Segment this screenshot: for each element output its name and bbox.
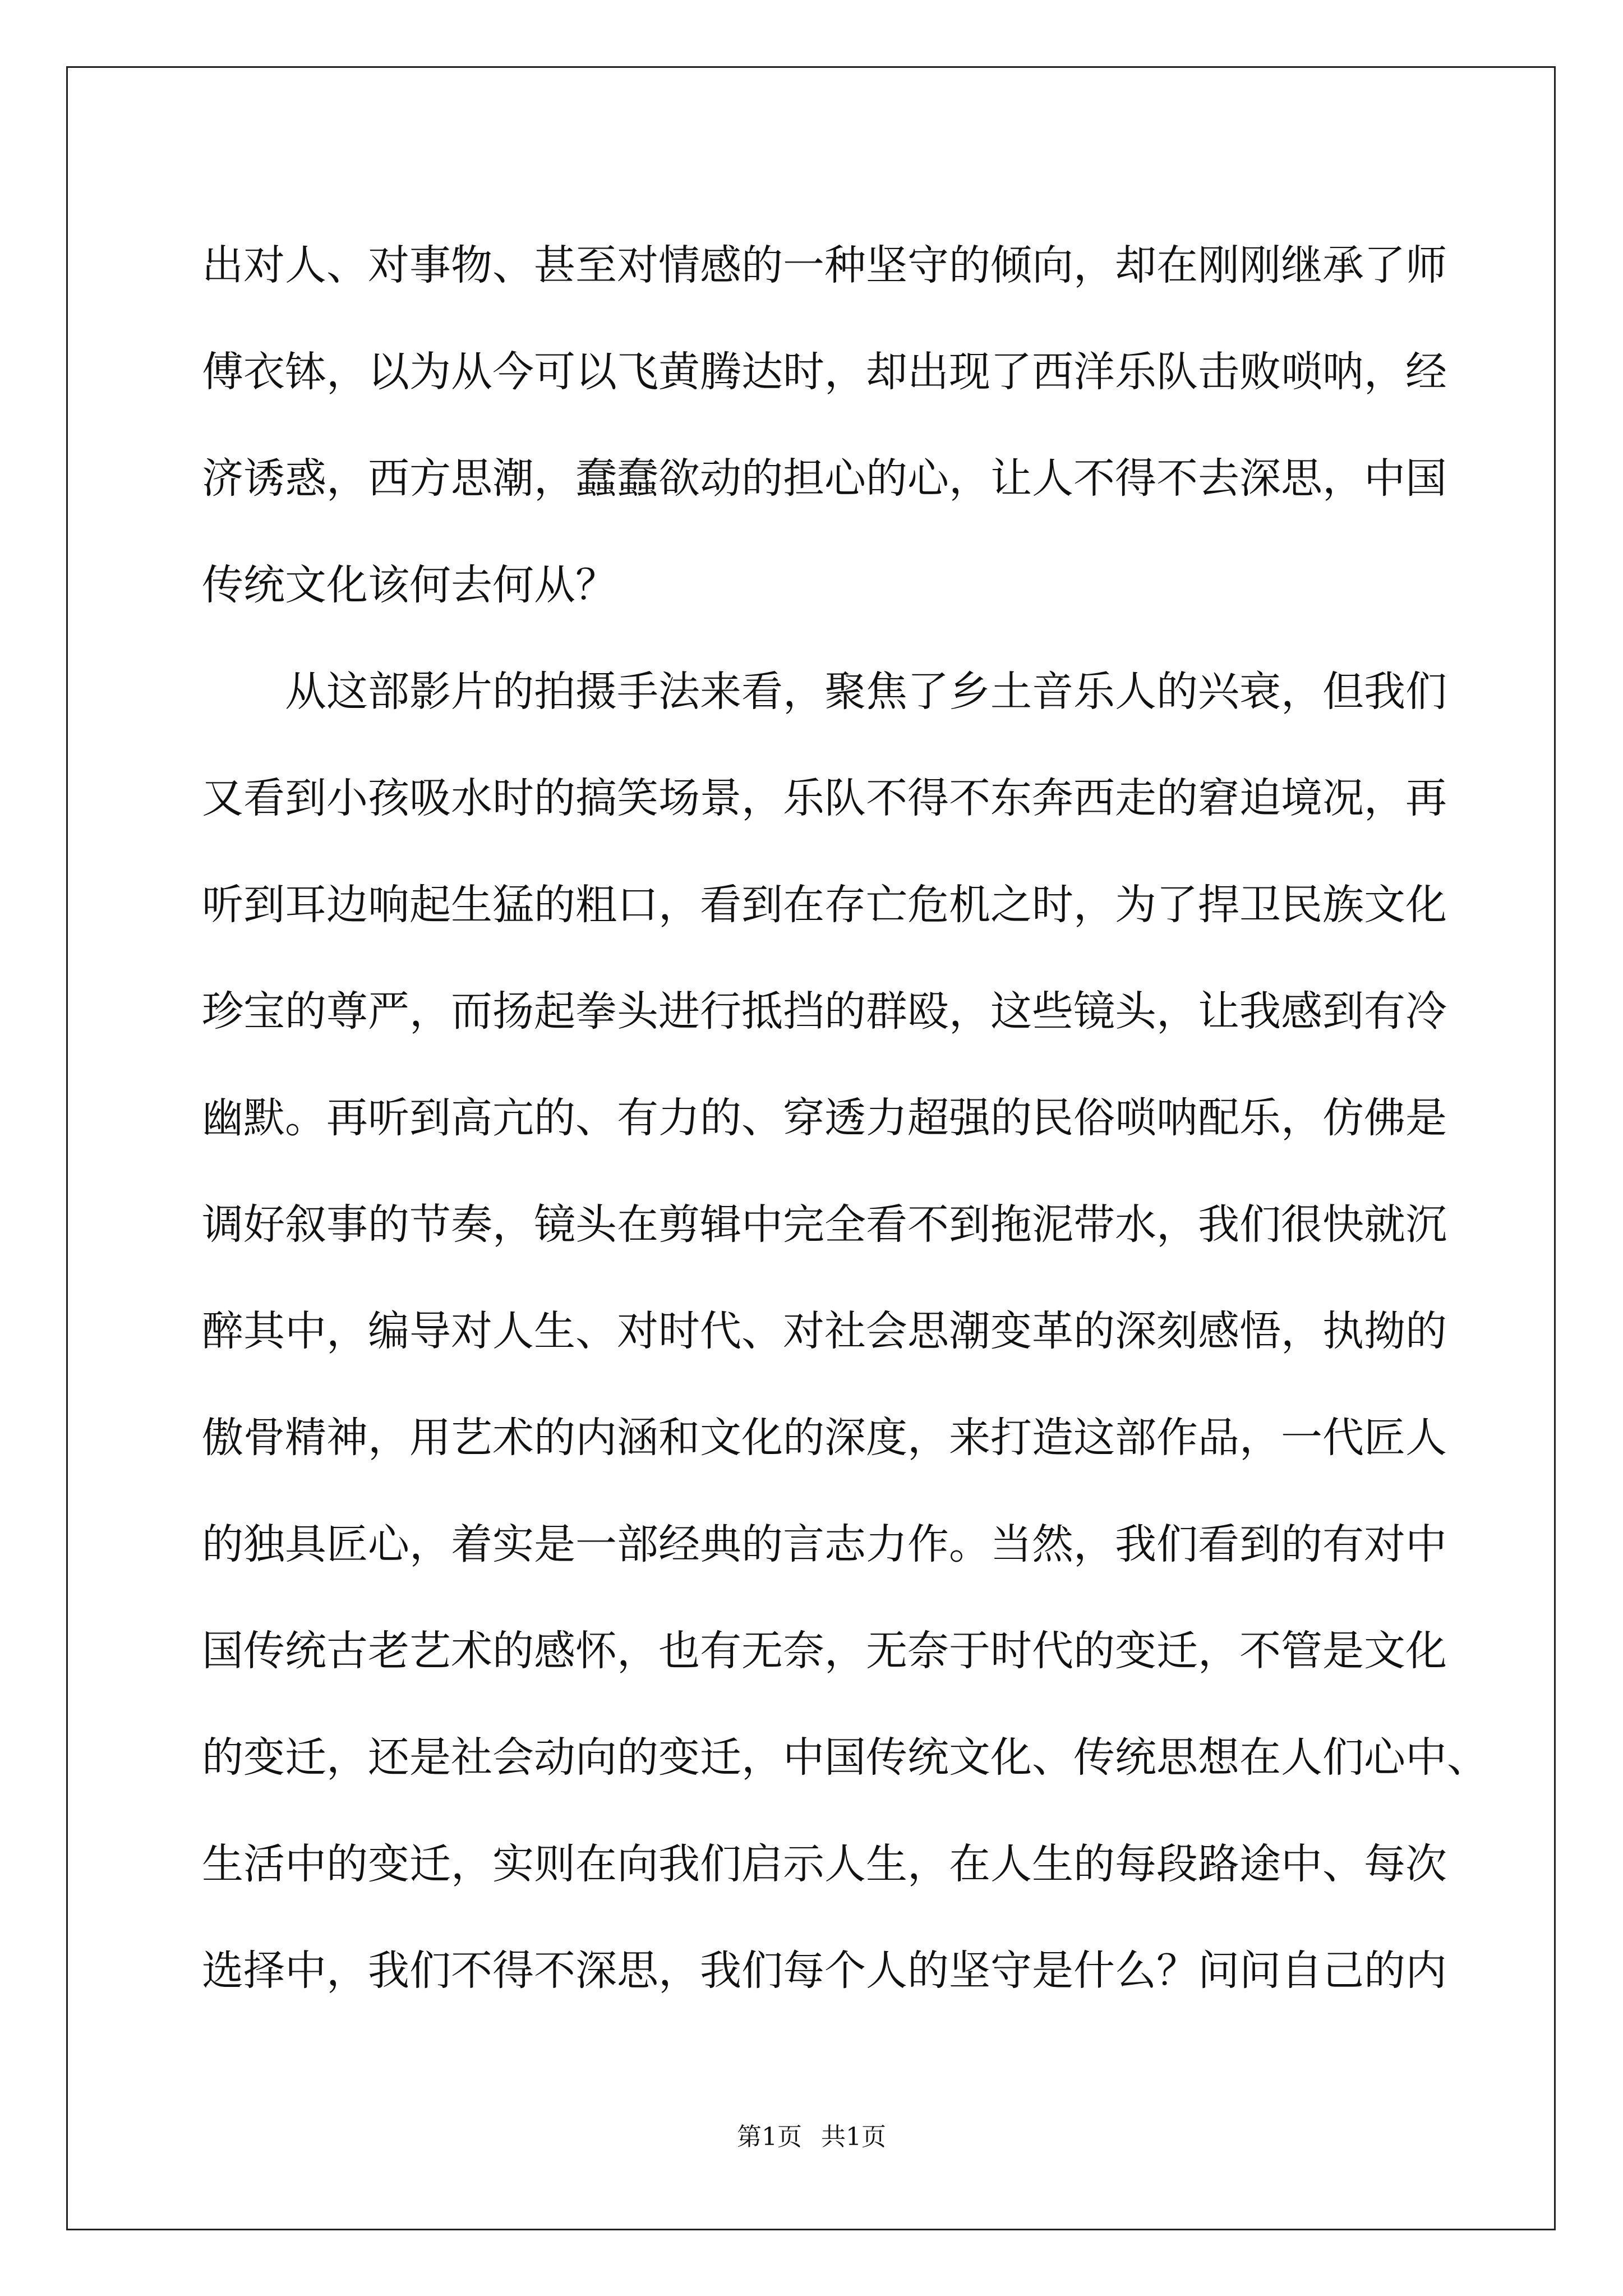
text-line: 传统文化该何去何从？ — [202, 561, 617, 609]
page-total: 共1页 — [821, 2123, 886, 2151]
text-line: 选择中，我们不得不深思，我们每个人的坚守是什么？问问自己的内 — [202, 1947, 1447, 1995]
text-line: 济诱惑，西方思潮，蠢蠢欲动的担心的心，让人不得不去深思，中国 — [202, 454, 1447, 503]
text-line: 调好叙事的节奏，镜头在剪辑中完全看不到拖泥带水，我们很快就沉 — [202, 1200, 1447, 1249]
text-line: 出对人、对事物、甚至对情感的一种坚守的倾向，却在刚刚继承了师 — [202, 241, 1447, 289]
text-line: 又看到小孩吸水时的搞笑场景，乐队不得不东奔西走的窘迫境况，再 — [202, 774, 1447, 822]
text-line: 珍宝的尊严，而扬起拳头进行抵挡的群殴，这些镜头，让我感到有冷 — [202, 987, 1447, 1036]
text-line: 听到耳边响起生猛的粗口，看到在存亡危机之时，为了捍卫民族文化 — [202, 881, 1447, 929]
page-number: 第1页 — [737, 2123, 802, 2151]
text-line: 幽默。再听到高亢的、有力的、穿透力超强的民俗唢呐配乐，仿佛是 — [202, 1094, 1447, 1142]
text-line: 醉其中，编导对人生、对时代、对社会思潮变革的深刻感悟，执拗的 — [202, 1307, 1447, 1355]
text-line: 的变迁，还是社会动向的变迁，中国传统文化、传统思想在人们心中、 — [202, 1733, 1488, 1782]
text-line: 从这部影片的拍摄手法来看，聚焦了乡土音乐人的兴衰，但我们 — [285, 668, 1447, 716]
text-line: 的独具匠心，着实是一部经典的言志力作。当然，我们看到的有对中 — [202, 1520, 1447, 1568]
body-text — [202, 212, 1488, 2024]
text-line: 傅衣钵，以为从今可以飞黄腾达时，却出现了西洋乐队击败唢呐，经 — [202, 348, 1447, 396]
page-footer — [0, 2120, 1623, 2154]
text-line: 傲骨精神，用艺术的内涵和文化的深度，来打造这部作品，一代匠人 — [202, 1414, 1447, 1462]
text-line: 生活中的变迁，实则在向我们启示人生，在人生的每段路途中、每次 — [202, 1840, 1447, 1888]
text-line: 国传统古老艺术的感怀，也有无奈，无奈于时代的变迁，不管是文化 — [202, 1627, 1447, 1675]
